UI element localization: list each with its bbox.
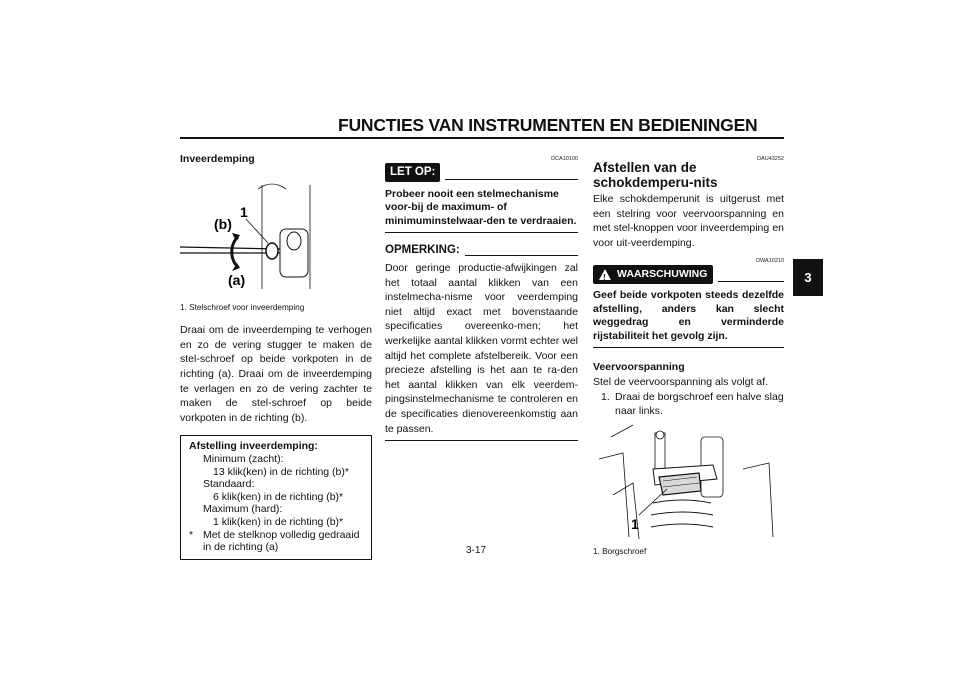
letop-label: LET OP: bbox=[385, 163, 440, 182]
rotation-arrow bbox=[232, 237, 238, 267]
frame-line bbox=[599, 453, 629, 537]
separator bbox=[385, 232, 578, 233]
letop-text: Probeer nooit een stelmechanisme voor-bij de maximum- of minimuminstelwaar-den te verdraaien. bbox=[385, 187, 577, 227]
leader-line bbox=[246, 219, 268, 243]
sub-intro: Stel de veervoorspanning als volgt af. bbox=[593, 375, 769, 388]
spec-std-value: 6 klik(ken) in de richting (b)* bbox=[213, 490, 344, 503]
fork-adjuster-figure bbox=[180, 167, 372, 297]
spec-box-title: Afstelling inveerdemping: bbox=[189, 440, 318, 453]
warning-text: Geef beide vorkpoten steeds dezelfde afstelling, anders kan slecht weggedrag en verminderde rijstabiliteit het gevolg zijn. bbox=[593, 288, 784, 342]
arrow-head-b bbox=[232, 233, 240, 241]
column-left bbox=[180, 152, 372, 560]
figure-label-1: 1 bbox=[240, 203, 248, 220]
separator bbox=[593, 347, 784, 348]
step-item bbox=[593, 390, 784, 419]
opmerking-text: Door geringe productie-afwijkingen zal het totaal aantal klikken van een instelmecha-nisme voor veerdemping niet altijd exact met bovenstaande specificaties overeenko-men; het werkelijke aantal klikken vormt echter wel altijd het complete afstelbereik. Voor een precieze afstelling is het aan te ra-den het aantal klikken van elk veerdem-pingsinstelmechanisme te controleren en de specificaties dienovereenkomstig aan te passen. bbox=[385, 261, 578, 435]
shock-locknut-figure bbox=[593, 419, 784, 541]
page-number: 3-17 bbox=[466, 545, 487, 556]
spec-min-value: 13 klik(ken) in de richting (b)* bbox=[213, 465, 349, 478]
opmerking-header bbox=[385, 243, 578, 258]
locknut bbox=[659, 473, 701, 495]
page-title: FUNCTIES VAN INSTRUMENTEN EN BEDIENINGEN bbox=[338, 115, 758, 135]
figure-caption: 1. Borgschroef bbox=[593, 546, 647, 556]
ref-code: DCA10100 bbox=[551, 156, 578, 162]
body-paragraph: Draai om de inveerdemping te verhogen en zo de vering stugger te maken de stel-schroef op beide vorkpoten in de richting (a). Draai om de inveerdemping te verlagen en zo de vering zachter te maken de stel-schroef op beide vorkpoten in de richting (b). bbox=[180, 324, 372, 424]
figure-caption: 1. Stelschroef voor inveerdemping bbox=[180, 302, 305, 312]
header-line bbox=[465, 255, 578, 256]
fork-bolt bbox=[287, 232, 301, 250]
footnote-mark: * bbox=[189, 528, 194, 541]
opmerking-label: OPMERKING: bbox=[385, 244, 460, 257]
warning-label: WAARSCHUWING bbox=[617, 268, 708, 281]
intro-paragraph: Elke schokdemperunit is uitgerust met een stelring voor veervoorspanning en met stel-knoppen voor inveerdemping en voor uit-veerdemping. bbox=[593, 193, 784, 249]
spec-min-label: Minimum (zacht): bbox=[203, 452, 284, 465]
spec-std-label: Standaard: bbox=[203, 478, 255, 491]
figure-label-1: 1 bbox=[631, 515, 639, 532]
spec-max-label: Maximum (hard): bbox=[203, 503, 283, 516]
letop-header bbox=[385, 163, 578, 182]
column-middle bbox=[385, 152, 578, 447]
warning-header bbox=[593, 265, 784, 284]
title-rule bbox=[180, 137, 784, 139]
spec-box bbox=[180, 435, 372, 559]
header-line bbox=[445, 179, 578, 180]
figure-label-b: (b) bbox=[214, 215, 232, 232]
frame-line bbox=[743, 463, 773, 537]
warning-badge bbox=[593, 265, 713, 284]
warning-icon: ! bbox=[599, 269, 611, 280]
header-line bbox=[718, 281, 784, 282]
ref-code: DAU43252 bbox=[757, 156, 784, 162]
column-right bbox=[593, 152, 784, 559]
figure-label-a: (a) bbox=[228, 271, 246, 288]
adjuster-screw bbox=[266, 243, 278, 259]
step-number: 1. bbox=[601, 390, 610, 403]
section-heading-inveerdemping: Inveerdemping bbox=[180, 153, 255, 165]
shock-eye bbox=[656, 431, 664, 439]
ref-code: DWA10210 bbox=[756, 258, 784, 265]
subheading-veervoorspanning: Veervoorspanning bbox=[593, 361, 685, 374]
spec-footnote bbox=[189, 529, 365, 554]
section-tab: 3 bbox=[793, 259, 823, 296]
section-heading-schokdemper: Afstellen van de schokdemperu-nits bbox=[593, 160, 718, 190]
screwdriver-shaft bbox=[180, 247, 280, 249]
spec-max-value: 1 klik(ken) in de richting (b)* bbox=[213, 515, 344, 528]
spring-coils bbox=[651, 500, 713, 527]
separator bbox=[385, 440, 578, 441]
footnote-text: Met de stelknop volledig gedraaid in de richting (a) bbox=[203, 528, 360, 554]
leader-line bbox=[639, 489, 667, 515]
frame-line bbox=[611, 425, 633, 437]
step-text: Draai de borgschroef een halve slag naar links. bbox=[615, 390, 784, 418]
